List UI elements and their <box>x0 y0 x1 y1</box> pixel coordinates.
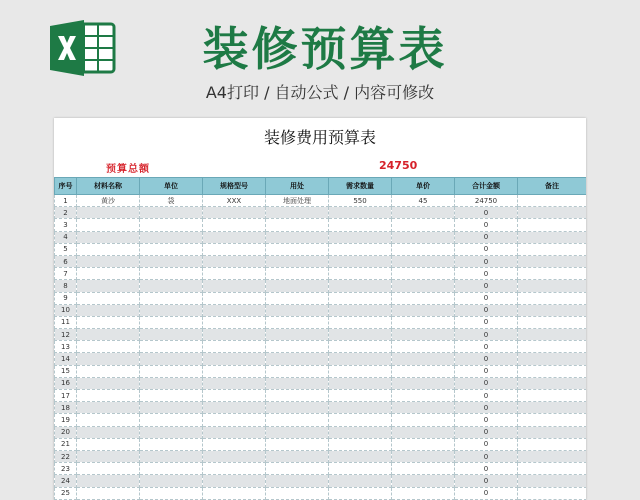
cell-total[interactable]: 0 <box>455 255 518 267</box>
cell-remark[interactable] <box>518 438 587 450</box>
cell-spec[interactable] <box>203 231 266 243</box>
cell-total[interactable]: 0 <box>455 231 518 243</box>
cell-usage[interactable] <box>266 243 329 255</box>
cell-unit[interactable] <box>140 402 203 414</box>
cell-quantity[interactable] <box>329 365 392 377</box>
cell-remark[interactable] <box>518 207 587 219</box>
cell-material[interactable] <box>77 402 140 414</box>
column-header-material[interactable]: 材料名称 <box>77 178 140 195</box>
cell-quantity[interactable] <box>329 268 392 280</box>
cell-unit[interactable] <box>140 365 203 377</box>
cell-index[interactable]: 17 <box>55 390 77 402</box>
cell-quantity[interactable] <box>329 255 392 267</box>
cell-price[interactable] <box>392 438 455 450</box>
cell-index[interactable]: 12 <box>55 329 77 341</box>
cell-spec[interactable] <box>203 255 266 267</box>
table-row <box>55 195 587 207</box>
cell-quantity[interactable] <box>329 231 392 243</box>
cell-usage[interactable] <box>266 390 329 402</box>
cell-material[interactable] <box>77 292 140 304</box>
cell-material[interactable] <box>77 329 140 341</box>
cell-usage[interactable] <box>266 219 329 231</box>
cell-quantity[interactable]: 550 <box>329 195 392 207</box>
cell-index[interactable]: 9 <box>55 292 77 304</box>
cell-remark[interactable] <box>518 475 587 487</box>
table-row <box>55 377 587 389</box>
cell-unit[interactable] <box>140 426 203 438</box>
cell-index[interactable]: 14 <box>55 353 77 365</box>
cell-spec[interactable] <box>203 329 266 341</box>
cell-quantity[interactable] <box>329 243 392 255</box>
cell-remark[interactable] <box>518 329 587 341</box>
cell-index[interactable]: 21 <box>55 438 77 450</box>
cell-usage[interactable] <box>266 365 329 377</box>
cell-quantity[interactable] <box>329 487 392 499</box>
cell-index[interactable]: 18 <box>55 402 77 414</box>
cell-spec[interactable] <box>203 450 266 462</box>
cell-unit[interactable] <box>140 377 203 389</box>
cell-total[interactable]: 0 <box>455 341 518 353</box>
cell-total[interactable]: 0 <box>455 304 518 316</box>
cell-remark[interactable] <box>518 390 587 402</box>
cell-remark[interactable] <box>518 402 587 414</box>
cell-index[interactable]: 22 <box>55 450 77 462</box>
cell-unit[interactable] <box>140 268 203 280</box>
cell-unit[interactable] <box>140 463 203 475</box>
cell-index[interactable]: 16 <box>55 377 77 389</box>
table-row <box>55 207 587 219</box>
cell-remark[interactable] <box>518 426 587 438</box>
cell-remark[interactable] <box>518 231 587 243</box>
cell-material[interactable]: 黄沙 <box>77 195 140 207</box>
cell-price[interactable] <box>392 426 455 438</box>
cell-total[interactable]: 0 <box>455 438 518 450</box>
cell-total[interactable]: 0 <box>455 475 518 487</box>
cell-quantity[interactable] <box>329 292 392 304</box>
cell-remark[interactable] <box>518 450 587 462</box>
cell-spec[interactable] <box>203 353 266 365</box>
cell-price[interactable]: 45 <box>392 195 455 207</box>
cell-quantity[interactable] <box>329 463 392 475</box>
cell-price[interactable] <box>392 414 455 426</box>
table-row <box>55 292 587 304</box>
cell-quantity[interactable] <box>329 377 392 389</box>
cell-remark[interactable] <box>518 341 587 353</box>
cell-usage[interactable] <box>266 207 329 219</box>
cell-unit[interactable] <box>140 255 203 267</box>
cell-material[interactable] <box>77 353 140 365</box>
cell-total[interactable]: 0 <box>455 280 518 292</box>
cell-quantity[interactable] <box>329 329 392 341</box>
table-row <box>55 365 587 377</box>
cell-quantity[interactable] <box>329 207 392 219</box>
cell-spec[interactable] <box>203 377 266 389</box>
column-header-spec[interactable]: 规格型号 <box>203 178 266 195</box>
cell-spec[interactable] <box>203 402 266 414</box>
table-row <box>55 475 587 487</box>
cell-material[interactable] <box>77 219 140 231</box>
cell-price[interactable] <box>392 304 455 316</box>
table-row <box>55 219 587 231</box>
cell-usage[interactable] <box>266 402 329 414</box>
column-header-total[interactable]: 合计金额 <box>455 178 518 195</box>
cell-usage[interactable] <box>266 377 329 389</box>
cell-remark[interactable] <box>518 195 587 207</box>
cell-material[interactable] <box>77 280 140 292</box>
column-header-usage[interactable]: 用处 <box>266 178 329 195</box>
cell-material[interactable] <box>77 450 140 462</box>
cell-quantity[interactable] <box>329 438 392 450</box>
table-row <box>55 280 587 292</box>
cell-index[interactable]: 20 <box>55 426 77 438</box>
cell-total[interactable]: 0 <box>455 316 518 328</box>
cell-total[interactable]: 0 <box>455 329 518 341</box>
cell-remark[interactable] <box>518 463 587 475</box>
cell-quantity[interactable] <box>329 475 392 487</box>
cell-usage[interactable] <box>266 450 329 462</box>
cell-price[interactable] <box>392 341 455 353</box>
cell-index[interactable]: 25 <box>55 487 77 499</box>
table-row <box>55 438 587 450</box>
cell-remark[interactable] <box>518 353 587 365</box>
cell-quantity[interactable] <box>329 304 392 316</box>
cell-remark[interactable] <box>518 255 587 267</box>
cell-unit[interactable] <box>140 414 203 426</box>
page-subtitle: A4打印 / 自动公式 / 内容可修改 <box>205 83 435 102</box>
cell-total[interactable]: 0 <box>455 426 518 438</box>
cell-index[interactable]: 5 <box>55 243 77 255</box>
cell-quantity[interactable] <box>329 280 392 292</box>
cell-material[interactable] <box>77 438 140 450</box>
cell-material[interactable] <box>77 231 140 243</box>
cell-usage[interactable] <box>266 475 329 487</box>
cell-spec[interactable] <box>203 463 266 475</box>
cell-unit[interactable] <box>140 304 203 316</box>
excel-icon <box>48 18 118 78</box>
cell-remark[interactable] <box>518 219 587 231</box>
cell-index[interactable]: 11 <box>55 316 77 328</box>
cell-remark[interactable] <box>518 316 587 328</box>
cell-price[interactable] <box>392 463 455 475</box>
cell-spec[interactable] <box>203 243 266 255</box>
cell-material[interactable] <box>77 268 140 280</box>
cell-price[interactable] <box>392 329 455 341</box>
cell-unit[interactable]: 袋 <box>140 195 203 207</box>
cell-total[interactable]: 0 <box>455 219 518 231</box>
cell-total[interactable]: 0 <box>455 292 518 304</box>
table-row <box>55 255 587 267</box>
cell-total[interactable]: 24750 <box>455 195 518 207</box>
cell-price[interactable] <box>392 475 455 487</box>
cell-unit[interactable] <box>140 231 203 243</box>
cell-spec[interactable] <box>203 219 266 231</box>
cell-spec[interactable] <box>203 304 266 316</box>
cell-total[interactable]: 0 <box>455 450 518 462</box>
cell-total[interactable]: 0 <box>455 390 518 402</box>
cell-material[interactable] <box>77 390 140 402</box>
cell-material[interactable] <box>77 475 140 487</box>
cell-index[interactable]: 8 <box>55 280 77 292</box>
table-row <box>55 414 587 426</box>
cell-usage[interactable]: 地面处理 <box>266 195 329 207</box>
cell-total[interactable]: 0 <box>455 402 518 414</box>
cell-material[interactable] <box>77 316 140 328</box>
table-row <box>55 316 587 328</box>
cell-material[interactable] <box>77 365 140 377</box>
cell-material[interactable] <box>77 341 140 353</box>
cell-unit[interactable] <box>140 219 203 231</box>
cell-price[interactable] <box>392 207 455 219</box>
cell-material[interactable] <box>77 255 140 267</box>
cell-total[interactable]: 0 <box>455 365 518 377</box>
cell-price[interactable] <box>392 316 455 328</box>
spreadsheet-preview <box>54 118 586 500</box>
column-header-unit[interactable]: 单位 <box>140 178 203 195</box>
cell-usage[interactable] <box>266 463 329 475</box>
cell-unit[interactable] <box>140 341 203 353</box>
budget-table <box>54 177 586 500</box>
cell-index[interactable]: 15 <box>55 365 77 377</box>
table-row <box>55 390 587 402</box>
cell-usage[interactable] <box>266 329 329 341</box>
cell-spec[interactable] <box>203 280 266 292</box>
cell-price[interactable] <box>392 353 455 365</box>
cell-usage[interactable] <box>266 268 329 280</box>
cell-total[interactable]: 0 <box>455 377 518 389</box>
cell-quantity[interactable] <box>329 219 392 231</box>
cell-price[interactable] <box>392 402 455 414</box>
cell-usage[interactable] <box>266 304 329 316</box>
cell-total[interactable]: 0 <box>455 243 518 255</box>
table-row <box>55 402 587 414</box>
cell-total[interactable]: 0 <box>455 487 518 499</box>
cell-price[interactable] <box>392 390 455 402</box>
cell-spec[interactable] <box>203 390 266 402</box>
cell-material[interactable] <box>77 243 140 255</box>
cell-index[interactable]: 23 <box>55 463 77 475</box>
cell-price[interactable] <box>392 268 455 280</box>
cell-remark[interactable] <box>518 365 587 377</box>
cell-quantity[interactable] <box>329 426 392 438</box>
cell-unit[interactable] <box>140 207 203 219</box>
sheet-title: 装修费用预算表 <box>263 128 376 147</box>
cell-spec[interactable] <box>203 268 266 280</box>
cell-total[interactable]: 0 <box>455 353 518 365</box>
cell-usage[interactable] <box>266 353 329 365</box>
cell-index[interactable]: 19 <box>55 414 77 426</box>
cell-quantity[interactable] <box>329 414 392 426</box>
cell-unit[interactable] <box>140 329 203 341</box>
cell-usage[interactable] <box>266 438 329 450</box>
cell-unit[interactable] <box>140 353 203 365</box>
budget-total-label: 预算总额 <box>106 164 150 175</box>
table-row <box>55 353 587 365</box>
cell-usage[interactable] <box>266 255 329 267</box>
cell-spec[interactable]: XXX <box>203 195 266 207</box>
table-header-row <box>55 178 587 195</box>
cell-index[interactable]: 24 <box>55 475 77 487</box>
cell-total[interactable]: 0 <box>455 414 518 426</box>
cell-usage[interactable] <box>266 341 329 353</box>
cell-material[interactable] <box>77 304 140 316</box>
cell-remark[interactable] <box>518 487 587 499</box>
cell-total[interactable]: 0 <box>455 268 518 280</box>
column-header-index[interactable]: 序号 <box>55 178 77 195</box>
cell-index[interactable]: 3 <box>55 219 77 231</box>
cell-unit[interactable] <box>140 292 203 304</box>
column-header-remark[interactable]: 备注 <box>518 178 587 195</box>
cell-price[interactable] <box>392 292 455 304</box>
cell-unit[interactable] <box>140 390 203 402</box>
cell-price[interactable] <box>392 255 455 267</box>
cell-usage[interactable] <box>266 414 329 426</box>
budget-total-value: 24750 <box>379 159 418 172</box>
cell-unit[interactable] <box>140 450 203 462</box>
column-header-quantity[interactable]: 需求数量 <box>329 178 392 195</box>
cell-remark[interactable] <box>518 304 587 316</box>
table-row <box>55 487 587 499</box>
cell-usage[interactable] <box>266 426 329 438</box>
cell-unit[interactable] <box>140 438 203 450</box>
table-row <box>55 304 587 316</box>
cell-usage[interactable] <box>266 487 329 499</box>
table-row <box>55 450 587 462</box>
cell-spec[interactable] <box>203 487 266 499</box>
cell-remark[interactable] <box>518 377 587 389</box>
cell-price[interactable] <box>392 219 455 231</box>
cell-usage[interactable] <box>266 316 329 328</box>
cell-index[interactable]: 13 <box>55 341 77 353</box>
cell-spec[interactable] <box>203 475 266 487</box>
cell-price[interactable] <box>392 243 455 255</box>
cell-unit[interactable] <box>140 316 203 328</box>
cell-index[interactable]: 6 <box>55 255 77 267</box>
cell-index[interactable]: 2 <box>55 207 77 219</box>
cell-spec[interactable] <box>203 207 266 219</box>
cell-spec[interactable] <box>203 438 266 450</box>
cell-price[interactable] <box>392 450 455 462</box>
table-row <box>55 329 587 341</box>
cell-quantity[interactable] <box>329 341 392 353</box>
cell-price[interactable] <box>392 231 455 243</box>
cell-usage[interactable] <box>266 231 329 243</box>
cell-usage[interactable] <box>266 280 329 292</box>
table-row <box>55 463 587 475</box>
cell-spec[interactable] <box>203 316 266 328</box>
cell-index[interactable]: 10 <box>55 304 77 316</box>
cell-material[interactable] <box>77 207 140 219</box>
cell-material[interactable] <box>77 463 140 475</box>
cell-spec[interactable] <box>203 292 266 304</box>
cell-index[interactable]: 7 <box>55 268 77 280</box>
cell-material[interactable] <box>77 377 140 389</box>
cell-remark[interactable] <box>518 280 587 292</box>
cell-unit[interactable] <box>140 280 203 292</box>
cell-quantity[interactable] <box>329 450 392 462</box>
cell-usage[interactable] <box>266 292 329 304</box>
table-row <box>55 231 587 243</box>
cell-unit[interactable] <box>140 487 203 499</box>
cell-quantity[interactable] <box>329 402 392 414</box>
cell-spec[interactable] <box>203 365 266 377</box>
banner <box>0 0 640 118</box>
cell-index[interactable]: 4 <box>55 231 77 243</box>
cell-remark[interactable] <box>518 243 587 255</box>
table-row <box>55 268 587 280</box>
cell-quantity[interactable] <box>329 353 392 365</box>
cell-quantity[interactable] <box>329 316 392 328</box>
cell-unit[interactable] <box>140 475 203 487</box>
cell-price[interactable] <box>392 280 455 292</box>
cell-price[interactable] <box>392 365 455 377</box>
cell-price[interactable] <box>392 487 455 499</box>
cell-total[interactable]: 0 <box>455 207 518 219</box>
cell-material[interactable] <box>77 487 140 499</box>
cell-spec[interactable] <box>203 426 266 438</box>
table-row <box>55 341 587 353</box>
cell-spec[interactable] <box>203 414 266 426</box>
cell-price[interactable] <box>392 377 455 389</box>
column-header-price[interactable]: 单价 <box>392 178 455 195</box>
table-row <box>55 243 587 255</box>
cell-material[interactable] <box>77 426 140 438</box>
cell-material[interactable] <box>77 414 140 426</box>
page-title: 装修预算表 <box>202 22 448 76</box>
cell-remark[interactable] <box>518 268 587 280</box>
cell-index[interactable]: 1 <box>55 195 77 207</box>
cell-remark[interactable] <box>518 414 587 426</box>
cell-quantity[interactable] <box>329 390 392 402</box>
cell-unit[interactable] <box>140 243 203 255</box>
cell-total[interactable]: 0 <box>455 463 518 475</box>
cell-remark[interactable] <box>518 292 587 304</box>
cell-spec[interactable] <box>203 341 266 353</box>
table-row <box>55 426 587 438</box>
